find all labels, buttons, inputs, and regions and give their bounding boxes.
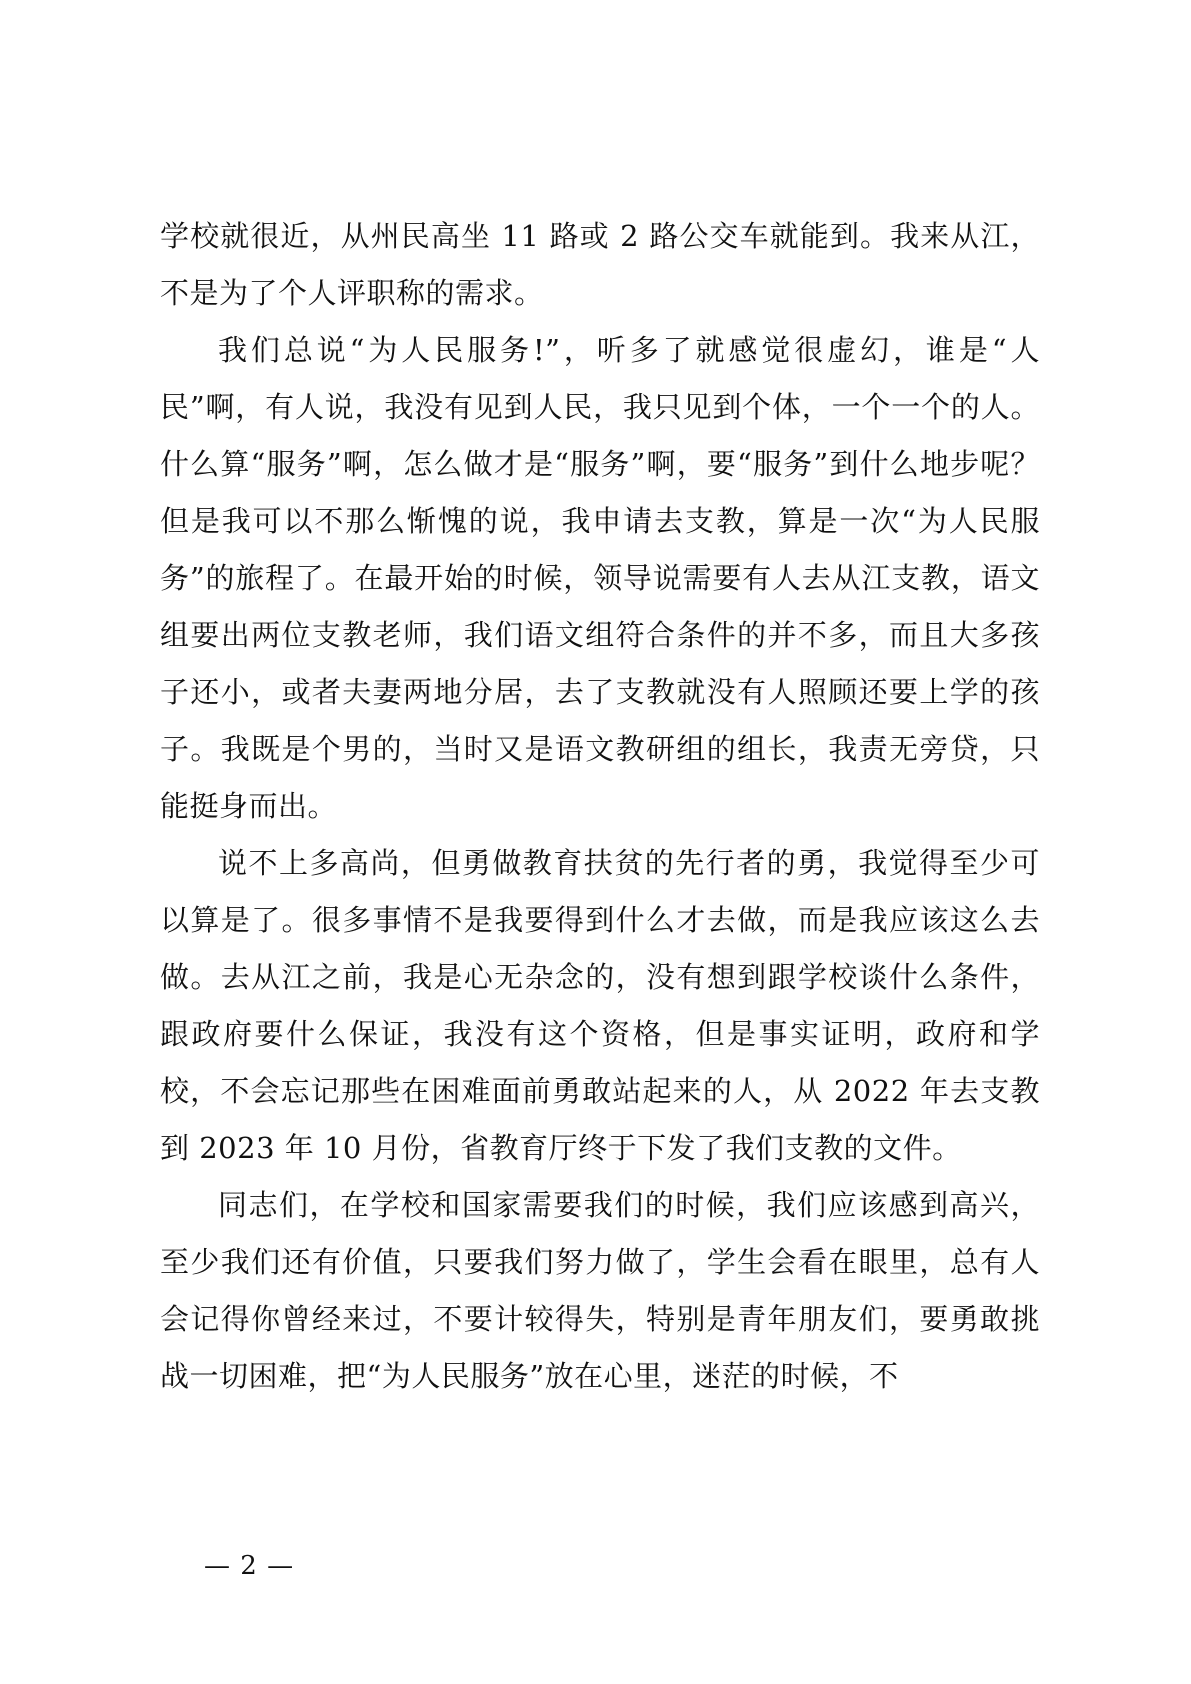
document-body — [160, 208, 1040, 1405]
paragraph-education-poverty-alleviation: 说不上多高尚，但勇做教育扶贫的先行者的勇，我觉得至少可以算是了。很多事情不是我要得到什么才去做，而是我应该这么去做。去从江之前，我是心无杂念的，没有想到跟学校谈什么条件，跟政府要什么保证，我没有这个资格，但是事实证明，政府和学校，不会忘记那些在困难面前勇敢站起来的人，从 2022 年去支教到 2023 年 10 月份，省教育厅终于下发了我们支教的文件。 — [160, 846, 1040, 1165]
paragraph-continuation: 学校就很近，从州民高坐 11 路或 2 路公交车就能到。我来从江，不是为了个人评职称的需求。 — [160, 219, 1040, 310]
paragraph-address-to-comrades: 同志们，在学校和国家需要我们的时候，我们应该感到高兴，至少我们还有价值，只要我们努力做了，学生会看在眼里，总有人会记得你曾经来过，不要计较得失，特别是青年朋友们，要勇敢挑战一切困难，把“为人民服务”放在心里，迷茫的时候，不 — [160, 1188, 1040, 1393]
paragraph-serve-the-people: 我们总说“为人民服务!”，听多了就感觉很虚幻，谁是“人民”啊，有人说，我没有见到人民，我只见到个体，一个一个的人。什么算“服务”啊，怎么做才是“服务”啊，要“服务”到什么地步呢？但是我可以不那么惭愧的说，我申请去支教，算是一次“为人民服务”的旅程了。在最开始的时候，领导说需要有人去从江支教，语文组要出两位支教老师，我们语文组符合条件的并不多，而且大多孩子还小，或者夫妻两地分居，去了支教就没有人照顾还要上学的孩子。我既是个男的，当时又是语文教研组的组长，我责无旁贷，只能挺身而出。 — [160, 333, 1040, 823]
page-number: — 2 — — [204, 1551, 295, 1581]
